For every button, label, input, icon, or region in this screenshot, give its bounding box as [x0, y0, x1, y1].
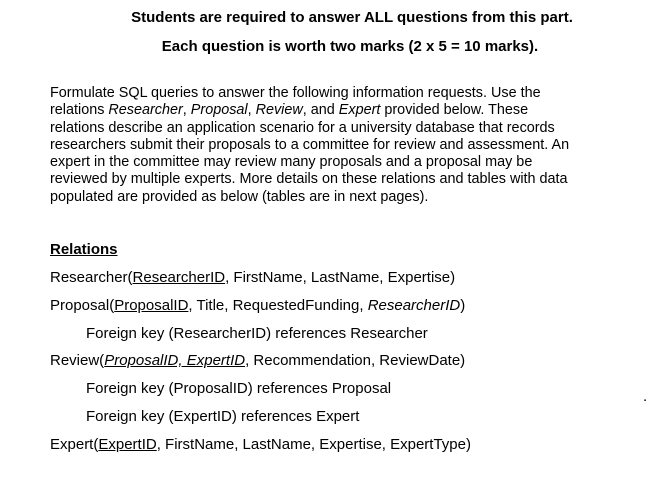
text-run: Expert(: [50, 436, 99, 453]
text-run: , FirstName, LastName, Expertise): [225, 269, 456, 286]
text-run: relations: [50, 102, 109, 119]
instructions-line-1: Students are required to answer ALL questions from this part.: [131, 9, 573, 26]
stray-mark: .: [643, 388, 648, 405]
primary-key: ResearcherID: [132, 269, 226, 286]
primary-key: ExpertID: [98, 436, 157, 453]
foreign-key-note: Foreign key (ProposalID) references Proposal: [86, 380, 392, 397]
text-run: , Title, RequestedFunding,: [188, 297, 368, 314]
relation-review: [50, 352, 465, 370]
intro-line: researchers submit their proposals to a committee for review and assessment. An: [50, 136, 570, 153]
foreign-key: ResearcherID: [367, 297, 461, 314]
text-run: , and: [302, 102, 339, 119]
foreign-key-note: Foreign key (ResearcherID) references Researcher: [86, 325, 428, 342]
intro-line: relations describe an application scenario for a university database that records: [50, 119, 555, 136]
text-run: ): [460, 297, 466, 314]
text-run: , Recommendation, ReviewDate): [245, 352, 466, 369]
text-run: Review(: [50, 352, 105, 369]
relation-name-expert: Expert: [338, 102, 381, 119]
text-run: Researcher(: [50, 269, 133, 286]
relation-name-proposal: Proposal: [190, 102, 248, 119]
relation-proposal: [50, 297, 465, 315]
intro-line: reviewed by multiple experts. More details on these relations and tables with data: [50, 171, 568, 188]
intro-line: Formulate SQL queries to answer the following information requests. Use the: [50, 85, 541, 101]
relation-name-review: Review: [255, 102, 303, 119]
relation-researcher: [50, 269, 455, 287]
text-run: ,: [182, 102, 191, 119]
instructions-line-2: Each question is worth two marks (2 x 5 = 10 marks).: [161, 38, 539, 55]
relation-name-researcher: Researcher: [108, 102, 183, 119]
primary-key: ProposalID: [114, 297, 189, 314]
text-run: Proposal(: [50, 297, 115, 314]
text-run: , FirstName, LastName, Expertise, ExpertType): [156, 436, 471, 453]
intro-line: expert in the committee may review many proposals and a proposal may be: [50, 154, 533, 171]
text-run: provided below. These: [380, 102, 529, 119]
intro-line: populated are provided as below (tables are in next pages).: [50, 188, 429, 205]
primary-key: ProposalID, ExpertID: [104, 352, 246, 369]
text-run: ,: [247, 102, 256, 119]
relation-expert: [50, 436, 471, 454]
intro-paragraph: [50, 85, 645, 206]
intro-line: [50, 102, 645, 119]
relations-heading: Relations: [50, 241, 118, 258]
foreign-key-note: Foreign key (ExpertID) references Expert: [86, 408, 360, 425]
